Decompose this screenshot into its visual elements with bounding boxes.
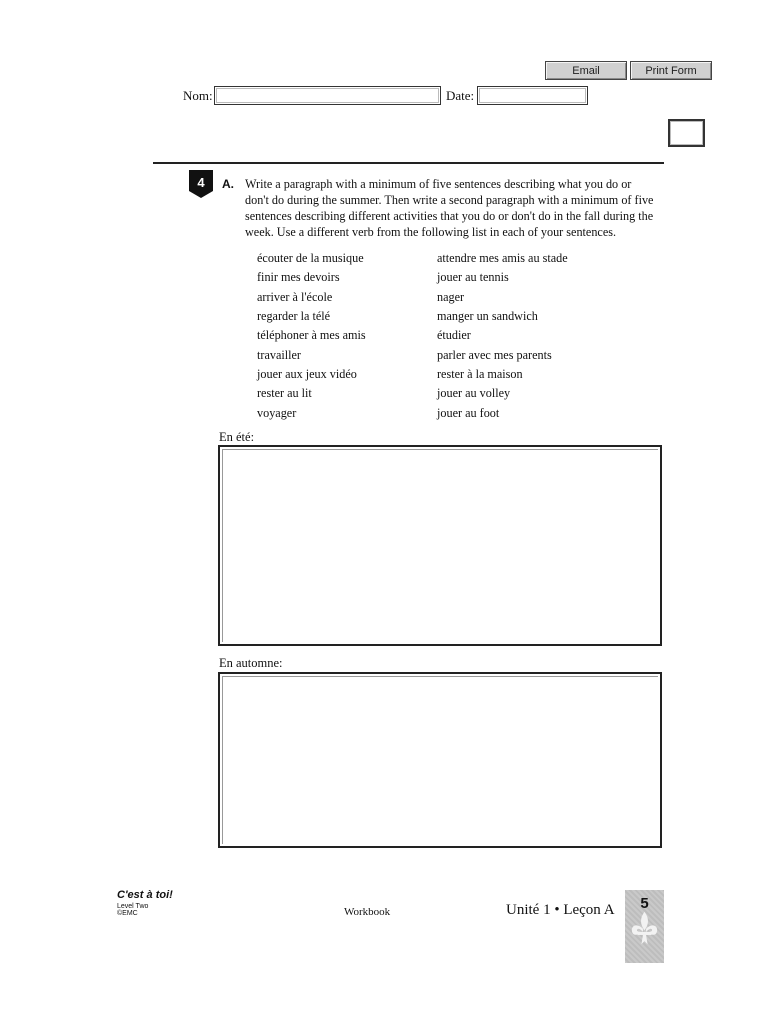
verb-item: téléphoner à mes amis — [257, 328, 366, 342]
fleur-de-lis-icon — [629, 908, 660, 948]
copyright-text: ©EMC — [117, 910, 138, 917]
verb-item: jouer au foot — [437, 406, 500, 420]
verb-item: rester à la maison — [437, 367, 523, 381]
summer-label: En été: — [219, 430, 255, 444]
fall-label: En automne: — [219, 656, 283, 670]
exercise-number: 4 — [197, 175, 205, 190]
page-number: 5 — [640, 895, 649, 912]
print-form-button[interactable]: Print Form — [630, 61, 712, 80]
page-number-tab — [625, 890, 664, 963]
nom-label: Nom: — [183, 88, 213, 103]
verb-item: manger un sandwich — [437, 309, 538, 323]
verb-item: rester au lit — [257, 386, 312, 400]
verb-item: écouter de la musique — [257, 251, 364, 265]
instructions: Write a paragraph with a minimum of five sentences describing what you do or don't do during the summer. Then write a second paragraph with a minimum of five sentences describing different activities that you do or don't do in the fall during the week. Use a different verb from the following list in each of your sentences. — [245, 177, 654, 239]
email-button[interactable]: Email — [545, 61, 627, 80]
unit-lesson-label: Unité 1 • Leçon A — [506, 902, 615, 918]
verb-item: jouer au volley — [437, 386, 511, 400]
brand-title: C'est à toi! — [117, 889, 173, 901]
summer-textarea[interactable] — [218, 445, 662, 646]
score-field[interactable] — [668, 119, 705, 147]
verb-item: étudier — [437, 328, 471, 342]
date-label: Date: — [446, 88, 475, 103]
verb-item: nager — [437, 290, 465, 304]
verb-item: travailler — [257, 348, 301, 362]
verb-item: arriver à l'école — [257, 290, 333, 304]
nom-field[interactable] — [214, 86, 441, 105]
section-divider — [153, 162, 664, 164]
verb-item: regarder la télé — [257, 309, 331, 323]
verb-item: jouer aux jeux vidéo — [257, 367, 357, 381]
part-label: A. — [222, 177, 234, 191]
verb-item: attendre mes amis au stade — [437, 251, 568, 265]
fall-textarea[interactable] — [218, 672, 662, 848]
level-text: Level Two — [117, 903, 149, 910]
verb-item: jouer au tennis — [437, 270, 509, 284]
verb-item: voyager — [257, 406, 297, 420]
workbook-label: Workbook — [344, 906, 391, 918]
exercise-number-badge — [189, 170, 213, 198]
date-field[interactable] — [477, 86, 588, 105]
verb-item: parler avec mes parents — [437, 348, 552, 362]
verb-item: finir mes devoirs — [257, 270, 340, 284]
